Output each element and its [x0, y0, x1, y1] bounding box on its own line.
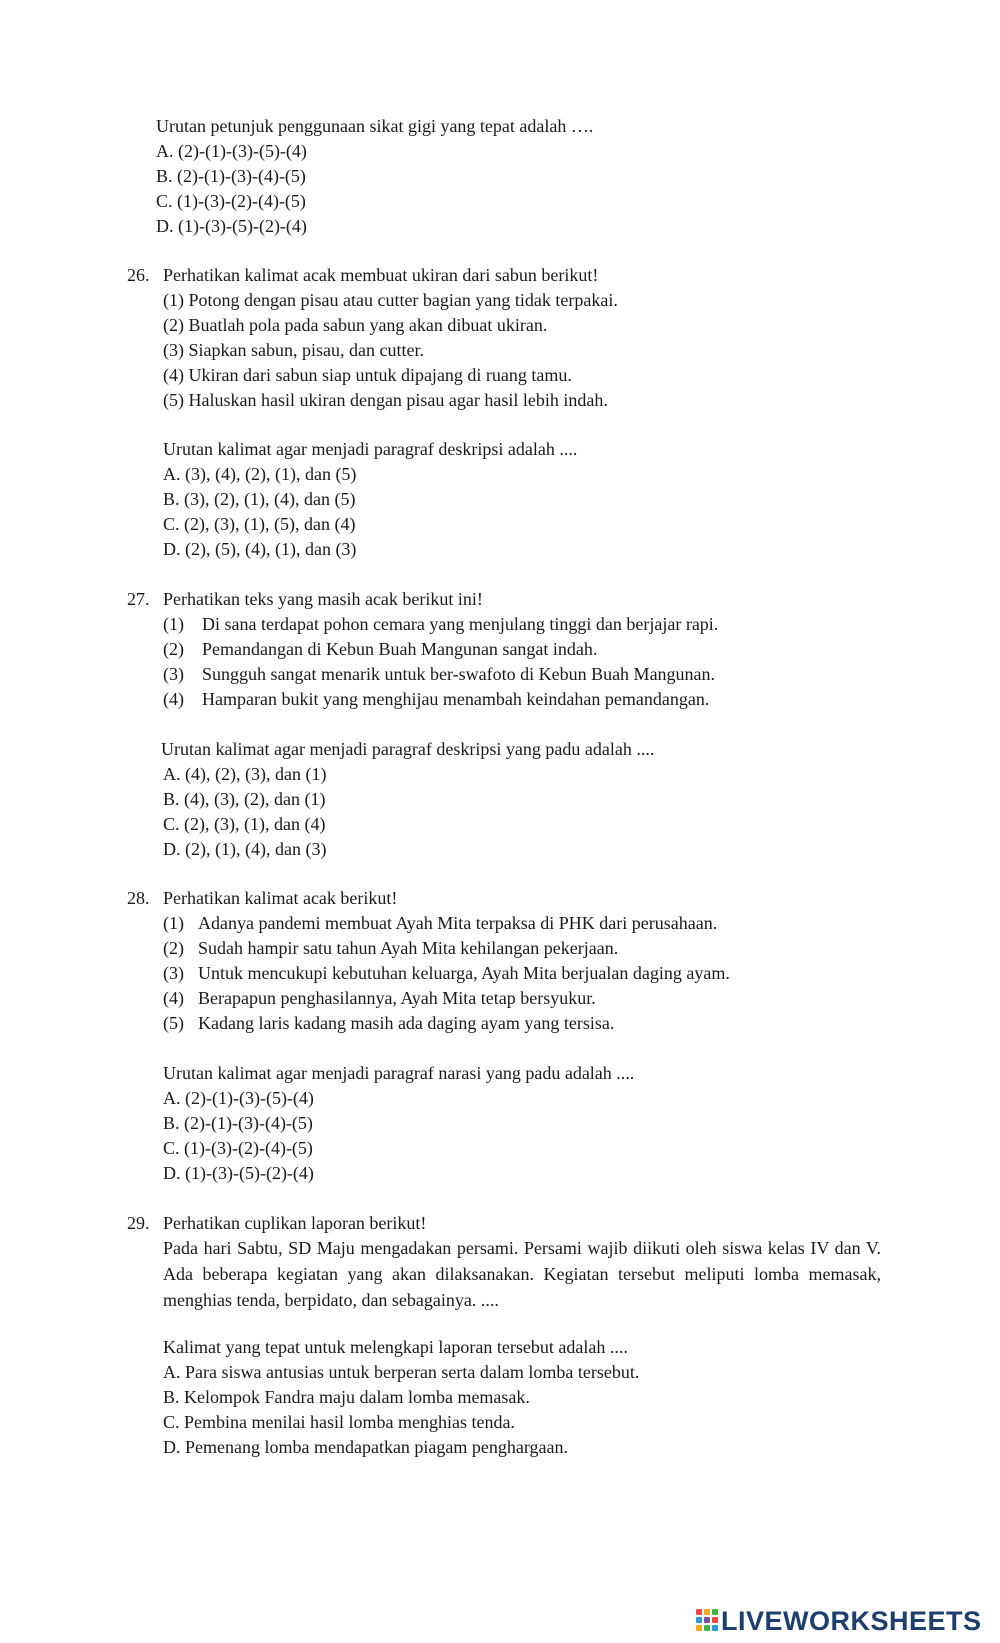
q29-title: Perhatikan cuplikan laporan berikut! — [163, 1213, 427, 1233]
q27-item-3-text: Sungguh sangat menarik untuk ber-swafoto di Kebun Buah Mangunan. — [202, 664, 716, 684]
logo-tile-8 — [704, 1625, 710, 1631]
q28-item-5-number: (5) — [163, 1013, 184, 1033]
q29-option-c[interactable]: C. Pembina menilai hasil lomba menghias tenda. — [163, 1412, 515, 1432]
q25-option-a[interactable]: A. (2)-(1)-(3)-(5)-(4) — [156, 141, 307, 161]
q28-option-b[interactable]: B. (2)-(1)-(3)-(4)-(5) — [163, 1113, 313, 1133]
liveworksheets-wordmark: LIVEWORKSHEETS — [721, 1605, 982, 1636]
logo-tile-3 — [712, 1609, 718, 1615]
q27-item-3-number: (3) — [163, 664, 184, 684]
q29-passage: Pada hari Sabtu, SD Maju mengadakan persami. Persami wajib diikuti oleh siswa kelas IV dan V. Ada beberapa kegiatan yang akan dilaksanakan. Kegiatan tersebut meliputi lomba memasak, menghias tenda, berpidato, dan sebagainya. .... — [163, 1238, 881, 1310]
q26-option-a[interactable]: A. (3), (4), (2), (1), dan (5) — [163, 464, 357, 484]
q27-item-1-text: Di sana terdapat pohon cemara yang menjulang tinggi dan berjajar rapi. — [202, 614, 719, 634]
q28-item-4-number: (4) — [163, 988, 184, 1008]
q27-prompt: Urutan kalimat agar menjadi paragraf deskripsi yang padu adalah .... — [161, 739, 655, 759]
q27-option-c[interactable]: C. (2), (3), (1), dan (4) — [163, 814, 326, 834]
q29-option-a[interactable]: A. Para siswa antusias untuk berperan serta dalam lomba tersebut. — [163, 1362, 640, 1382]
logo-tile-9 — [712, 1625, 718, 1631]
q26-item-1: (1) Potong dengan pisau atau cutter bagian yang tidak terpakai. — [163, 290, 618, 310]
q28-item-4 — [163, 987, 596, 1009]
logo-tile-1 — [696, 1609, 702, 1615]
q26-item-4: (4) Ukiran dari sabun siap untuk dipajang di ruang tamu. — [163, 365, 572, 385]
q28-item-3 — [163, 962, 730, 984]
q28-item-3-text: Untuk mencukupi kebutuhan keluarga, Ayah Mita berjualan daging ayam. — [198, 963, 730, 983]
q27-option-d[interactable]: D. (2), (1), (4), dan (3) — [163, 839, 327, 859]
q25-option-c[interactable]: C. (1)-(3)-(2)-(4)-(5) — [156, 191, 306, 211]
q27-option-a[interactable]: A. (4), (2), (3), dan (1) — [163, 764, 327, 784]
logo-tile-6 — [712, 1617, 718, 1623]
q25-option-b[interactable]: B. (2)-(1)-(3)-(4)-(5) — [156, 166, 306, 186]
logo-tile-4 — [696, 1617, 702, 1623]
q27-item-2 — [163, 638, 597, 660]
q27-item-4-number: (4) — [163, 689, 184, 709]
q27-item-2-number: (2) — [163, 639, 184, 659]
q29-prompt: Kalimat yang tepat untuk melengkapi laporan tersebut adalah .... — [163, 1337, 628, 1357]
liveworksheets-logo — [696, 1607, 982, 1635]
logo-tile-7 — [696, 1625, 702, 1631]
q27-item-3 — [163, 663, 715, 685]
q28-option-d[interactable]: D. (1)-(3)-(5)-(2)-(4) — [163, 1163, 314, 1183]
q28-item-1 — [163, 912, 717, 934]
q27-item-4 — [163, 688, 709, 710]
q26-title: Perhatikan kalimat acak membuat ukiran dari sabun berikut! — [163, 265, 599, 285]
q29-option-b[interactable]: B. Kelompok Fandra maju dalam lomba memasak. — [163, 1387, 530, 1407]
q25-prompt: Urutan petunjuk penggunaan sikat gigi yang tepat adalah …. — [156, 116, 594, 136]
q26-option-c[interactable]: C. (2), (3), (1), (5), dan (4) — [163, 514, 356, 534]
q28-item-5 — [163, 1012, 614, 1034]
q28-item-5-text: Kadang laris kadang masih ada daging ayam yang tersisa. — [198, 1013, 615, 1033]
q26-item-5: (5) Haluskan hasil ukiran dengan pisau agar hasil lebih indah. — [163, 390, 608, 410]
q28-item-2-text: Sudah hampir satu tahun Ayah Mita kehilangan pekerjaan. — [198, 938, 619, 958]
q28-title: Perhatikan kalimat acak berikut! — [163, 888, 398, 908]
logo-tile-2 — [704, 1609, 710, 1615]
q28-option-c[interactable]: C. (1)-(3)-(2)-(4)-(5) — [163, 1138, 313, 1158]
q28-item-1-number: (1) — [163, 913, 184, 933]
q27-item-2-text: Pemandangan di Kebun Buah Mangunan sangat indah. — [202, 639, 598, 659]
q28-prompt: Urutan kalimat agar menjadi paragraf narasi yang padu adalah .... — [163, 1063, 635, 1083]
q27-option-b[interactable]: B. (4), (3), (2), dan (1) — [163, 789, 326, 809]
q28-item-3-number: (3) — [163, 963, 184, 983]
q29-option-d[interactable]: D. Pemenang lomba mendapatkan piagam penghargaan. — [163, 1437, 569, 1457]
q26-item-2: (2) Buatlah pola pada sabun yang akan dibuat ukiran. — [163, 315, 548, 335]
q26-number: 26. — [127, 265, 150, 285]
q28-option-a[interactable]: A. (2)-(1)-(3)-(5)-(4) — [163, 1088, 314, 1108]
q27-number: 27. — [127, 589, 150, 609]
q25-option-d[interactable]: D. (1)-(3)-(5)-(2)-(4) — [156, 216, 307, 236]
q28-number: 28. — [127, 888, 150, 908]
q27-item-1-number: (1) — [163, 614, 184, 634]
q26-prompt: Urutan kalimat agar menjadi paragraf deskripsi adalah .... — [163, 439, 578, 459]
q28-item-1-text: Adanya pandemi membuat Ayah Mita terpaksa di PHK dari perusahaan. — [198, 913, 718, 933]
q26-option-b[interactable]: B. (3), (2), (1), (4), dan (5) — [163, 489, 356, 509]
q28-item-4-text: Berapapun penghasilannya, Ayah Mita tetap bersyukur. — [198, 988, 596, 1008]
logo-tile-5 — [704, 1617, 710, 1623]
q27-item-1 — [163, 613, 718, 635]
q28-item-2 — [163, 937, 618, 959]
q29-number: 29. — [127, 1213, 150, 1233]
q28-item-2-number: (2) — [163, 938, 184, 958]
q27-title: Perhatikan teks yang masih acak berikut ini! — [163, 589, 483, 609]
q27-item-4-text: Hamparan bukit yang menghijau menambah keindahan pemandangan. — [202, 689, 710, 709]
q26-option-d[interactable]: D. (2), (5), (4), (1), dan (3) — [163, 539, 357, 559]
q26-item-3: (3) Siapkan sabun, pisau, dan cutter. — [163, 340, 424, 360]
liveworksheets-grid-icon — [696, 1609, 718, 1633]
